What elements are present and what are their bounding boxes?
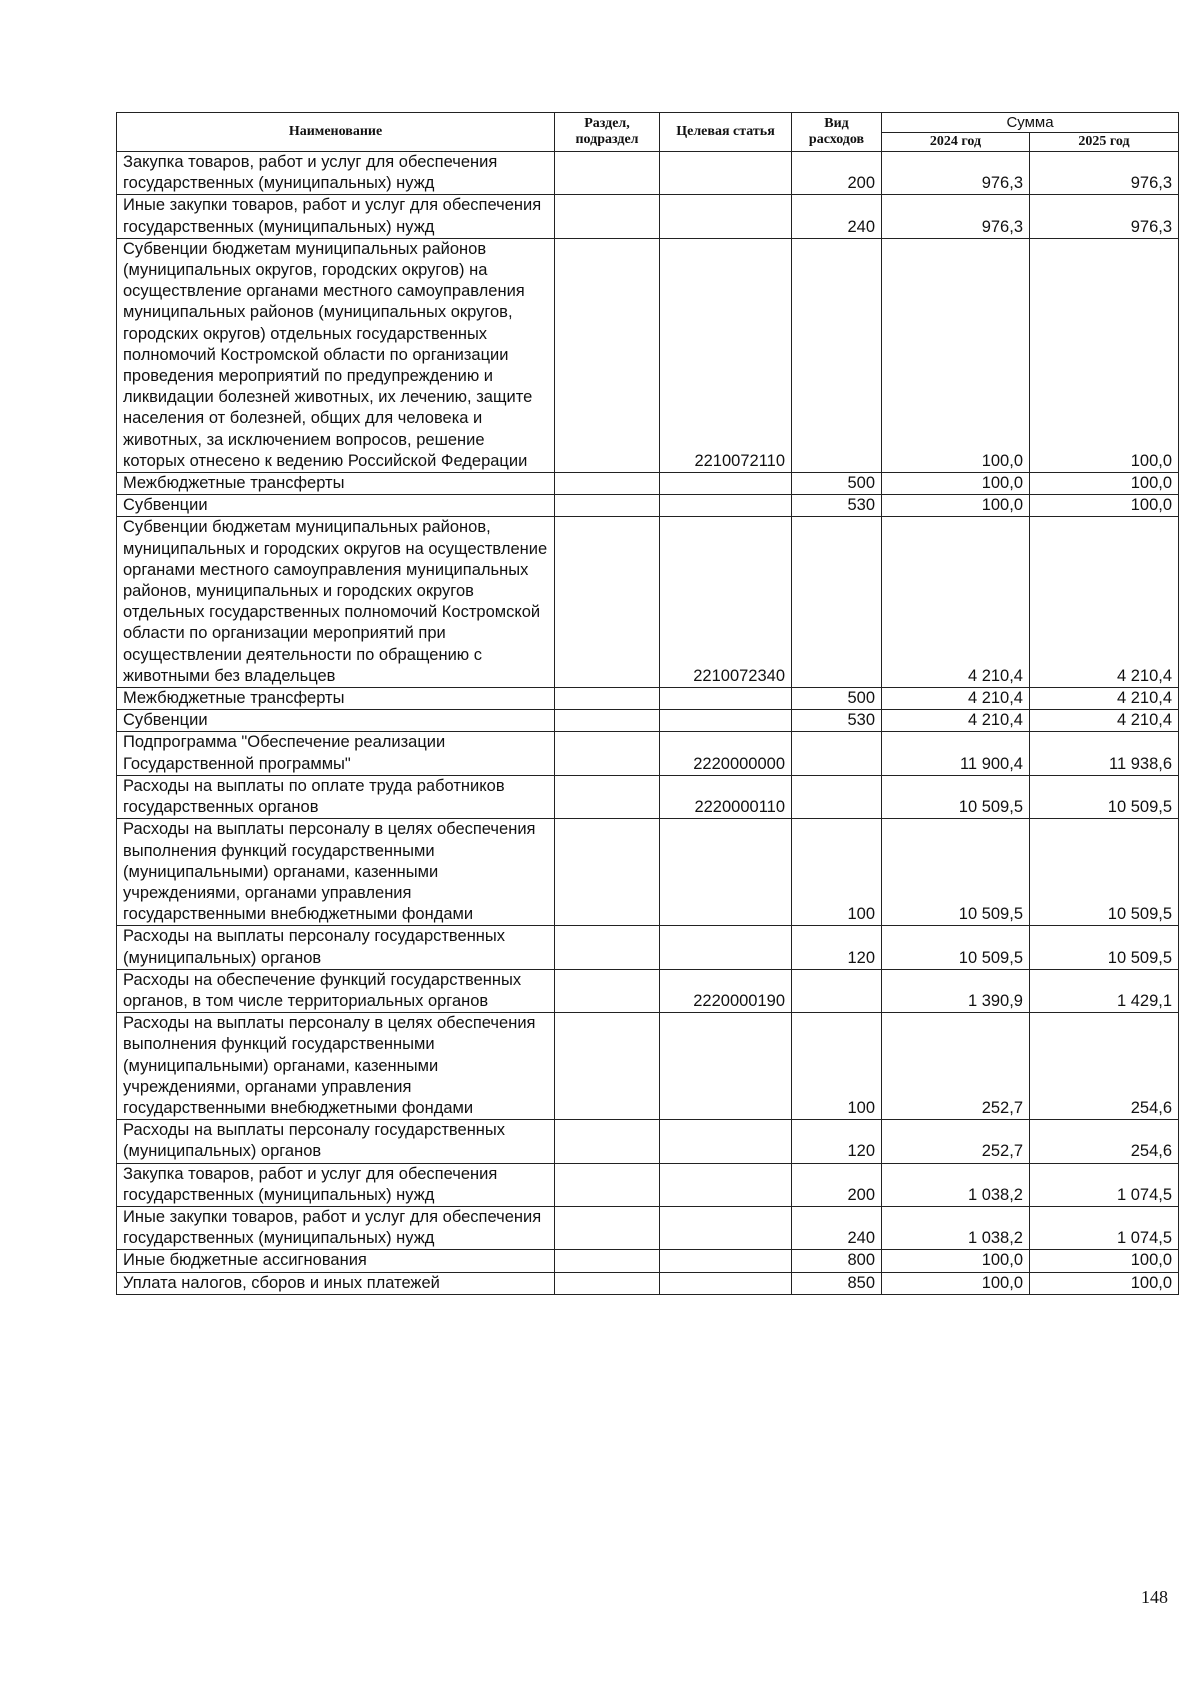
row-2024-cell: 100,0 [882,238,1030,472]
table-body [117,152,1179,1295]
table-row [117,1163,1179,1206]
table-row [117,1013,1179,1120]
row-target-cell [660,1272,792,1294]
row-vid-cell: 200 [792,1163,882,1206]
row-section-cell [555,238,660,472]
row-2025-cell: 11 938,6 [1030,732,1179,775]
row-2025-cell: 254,6 [1030,1013,1179,1120]
table-row [117,1206,1179,1249]
row-section-cell [555,732,660,775]
row-section-cell [555,1013,660,1120]
row-vid-cell: 530 [792,710,882,732]
row-2024-cell: 252,7 [882,1013,1030,1120]
row-name-cell: Расходы на выплаты по оплате труда работников государственных органов [117,775,555,818]
row-vid-cell: 530 [792,495,882,517]
page-number: 148 [1141,1587,1168,1607]
row-target-cell [660,1013,792,1120]
row-2025-cell: 254,6 [1030,1120,1179,1163]
row-name-cell: Уплата налогов, сборов и иных платежей [117,1272,555,1294]
row-2024-cell: 10 509,5 [882,819,1030,926]
row-name-cell: Субвенции [117,495,555,517]
row-target-cell [660,1250,792,1272]
row-2024-cell: 976,3 [882,195,1030,238]
row-2025-cell: 4 210,4 [1030,517,1179,688]
row-2024-cell: 100,0 [882,1250,1030,1272]
row-target-cell [660,1120,792,1163]
table-row [117,969,1179,1012]
row-2024-cell: 10 509,5 [882,775,1030,818]
row-name-cell: Межбюджетные трансферты [117,688,555,710]
row-name-cell: Подпрограмма "Обеспечение реализации Государственной программы" [117,732,555,775]
row-target-cell: 2220000000 [660,732,792,775]
row-target-cell: 2210072110 [660,238,792,472]
row-name-cell: Расходы на обеспечение функций государственных органов, в том числе территориальных органов [117,969,555,1012]
row-section-cell [555,1163,660,1206]
row-name-cell: Расходы на выплаты персоналу в целях обеспечения выполнения функций государственными (муниципальными) органами, казенными учреждениями, органами управления государственными внебюджетными фондами [117,819,555,926]
row-section-cell [555,1206,660,1249]
row-target-cell: 2220000110 [660,775,792,818]
row-vid-cell [792,517,882,688]
row-2025-cell: 4 210,4 [1030,710,1179,732]
row-target-cell [660,152,792,195]
row-vid-cell: 240 [792,195,882,238]
row-name-cell: Межбюджетные трансферты [117,473,555,495]
row-2024-cell: 100,0 [882,1272,1030,1294]
row-target-cell [660,195,792,238]
row-2025-cell: 100,0 [1030,1272,1179,1294]
row-name-cell: Субвенции [117,710,555,732]
row-name-cell: Закупка товаров, работ и услуг для обеспечения государственных (муниципальных) нужд [117,152,555,195]
budget-table [116,112,1179,1295]
row-section-cell [555,819,660,926]
row-vid-cell: 850 [792,1272,882,1294]
row-name-cell: Расходы на выплаты персоналу государственных (муниципальных) органов [117,1120,555,1163]
row-name-cell: Иные бюджетные ассигнования [117,1250,555,1272]
row-section-cell [555,195,660,238]
row-2025-cell: 10 509,5 [1030,926,1179,969]
row-2025-cell: 976,3 [1030,152,1179,195]
row-target-cell [660,688,792,710]
row-target-cell [660,926,792,969]
row-section-cell [555,926,660,969]
row-vid-cell: 240 [792,1206,882,1249]
row-2024-cell: 1 038,2 [882,1206,1030,1249]
row-2025-cell: 1 429,1 [1030,969,1179,1012]
row-target-cell [660,495,792,517]
row-2024-cell: 1 038,2 [882,1163,1030,1206]
header-target: Целевая статья [660,113,792,152]
row-2025-cell: 1 074,5 [1030,1163,1179,1206]
table-row [117,195,1179,238]
row-name-cell: Иные закупки товаров, работ и услуг для обеспечения государственных (муниципальных) нужд [117,1206,555,1249]
table-row [117,775,1179,818]
table-row [117,710,1179,732]
row-2024-cell: 11 900,4 [882,732,1030,775]
row-2025-cell: 10 509,5 [1030,775,1179,818]
row-name-cell: Расходы на выплаты персоналу в целях обеспечения выполнения функций государственными (муниципальными) органами, казенными учреждениями, органами управления государственными внебюджетными фондами [117,1013,555,1120]
table-row [117,1120,1179,1163]
row-section-cell [555,775,660,818]
table-row [117,495,1179,517]
row-2024-cell: 976,3 [882,152,1030,195]
table-row [117,926,1179,969]
table-row [117,1272,1179,1294]
row-vid-cell: 500 [792,473,882,495]
row-2025-cell: 100,0 [1030,1250,1179,1272]
row-vid-cell: 100 [792,819,882,926]
row-name-cell: Закупка товаров, работ и услуг для обеспечения государственных (муниципальных) нужд [117,1163,555,1206]
header-section: Раздел, подраздел [555,113,660,152]
table-row [117,152,1179,195]
row-2025-cell: 10 509,5 [1030,819,1179,926]
row-2025-cell: 4 210,4 [1030,688,1179,710]
row-2025-cell: 100,0 [1030,238,1179,472]
row-section-cell [555,1120,660,1163]
table-header [117,113,1179,152]
row-2024-cell: 4 210,4 [882,710,1030,732]
row-target-cell [660,710,792,732]
table-row [117,688,1179,710]
row-name-cell: Расходы на выплаты персоналу государственных (муниципальных) органов [117,926,555,969]
row-target-cell [660,1163,792,1206]
row-vid-cell: 120 [792,926,882,969]
row-vid-cell [792,969,882,1012]
row-2024-cell: 252,7 [882,1120,1030,1163]
row-section-cell [555,495,660,517]
row-vid-cell [792,732,882,775]
table-row [117,1250,1179,1272]
table-row [117,517,1179,688]
row-vid-cell: 500 [792,688,882,710]
row-2025-cell: 976,3 [1030,195,1179,238]
row-vid-cell: 100 [792,1013,882,1120]
row-name-cell: Субвенции бюджетам муниципальных районов, муниципальных и городских округов на осуществление органами местного самоуправления муниципальных районов, муниципальных и городских округов отдельных государственных полномочий Костромской области по организации мероприятий при осуществлении деятельности по обращению с животными без владельцев [117,517,555,688]
row-section-cell [555,152,660,195]
row-vid-cell: 200 [792,152,882,195]
row-target-cell [660,819,792,926]
table-row [117,732,1179,775]
row-section-cell [555,1250,660,1272]
header-name: Наименование [117,113,555,152]
row-vid-cell [792,238,882,472]
table-row [117,238,1179,472]
header-2024: 2024 год [882,133,1030,152]
header-sum: Сумма [882,113,1179,133]
row-vid-cell [792,775,882,818]
row-section-cell [555,969,660,1012]
row-section-cell [555,688,660,710]
row-target-cell [660,473,792,495]
row-2024-cell: 100,0 [882,473,1030,495]
header-vid: Вид расходов [792,113,882,152]
row-2024-cell: 4 210,4 [882,517,1030,688]
row-section-cell [555,710,660,732]
row-2024-cell: 10 509,5 [882,926,1030,969]
row-target-cell: 2220000190 [660,969,792,1012]
row-2024-cell: 4 210,4 [882,688,1030,710]
row-2024-cell: 1 390,9 [882,969,1030,1012]
row-target-cell: 2210072340 [660,517,792,688]
row-2024-cell: 100,0 [882,495,1030,517]
row-name-cell: Субвенции бюджетам муниципальных районов (муниципальных округов, городских округов) на осуществление органами местного самоуправления муниципальных районов (муниципальных округов, городских округов) отдельных государственных полномочий Костромской области по организации проведения мероприятий по предупреждению и ликвидации болезней животных, их лечению, защите населения от болезней, общих для человека и животных, за исключением вопросов, решение которых отнесено к ведению Российской Федерации [117,238,555,472]
row-2025-cell: 100,0 [1030,495,1179,517]
row-name-cell: Иные закупки товаров, работ и услуг для обеспечения государственных (муниципальных) нужд [117,195,555,238]
row-section-cell [555,1272,660,1294]
header-2025: 2025 год [1030,133,1179,152]
row-vid-cell: 800 [792,1250,882,1272]
row-target-cell [660,1206,792,1249]
table-row [117,819,1179,926]
row-2025-cell: 1 074,5 [1030,1206,1179,1249]
row-section-cell [555,473,660,495]
row-section-cell [555,517,660,688]
row-vid-cell: 120 [792,1120,882,1163]
row-2025-cell: 100,0 [1030,473,1179,495]
table-row [117,473,1179,495]
